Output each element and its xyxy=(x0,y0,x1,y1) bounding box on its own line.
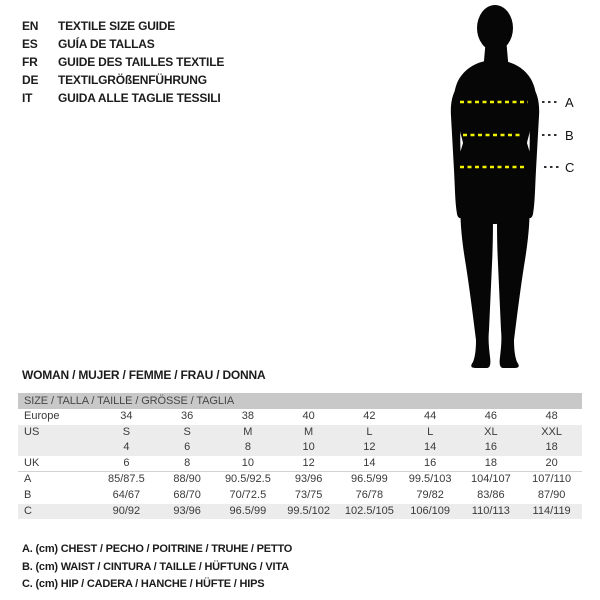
size-cell: 102.5/105 xyxy=(344,504,394,517)
size-cell: 16 xyxy=(424,456,437,469)
language-row xyxy=(22,89,224,107)
size-cell: 14 xyxy=(363,456,376,469)
size-cell: S xyxy=(183,425,191,438)
size-cell: 96.5/99 xyxy=(351,473,388,485)
row-label xyxy=(18,440,96,456)
size-table-header: SIZE / TALLA / TAILLE / GRÖSSE / TAGLIA xyxy=(18,393,582,409)
size-cell: L xyxy=(427,425,434,438)
table-row xyxy=(18,488,582,504)
size-cell: 16 xyxy=(484,441,497,453)
size-cell: 106/109 xyxy=(410,504,450,517)
size-cell: 12 xyxy=(363,441,376,453)
size-cell: 68/70 xyxy=(173,489,201,501)
language-code: ES xyxy=(22,37,38,51)
size-cell: 10 xyxy=(302,441,315,453)
size-cell: 10 xyxy=(241,456,254,469)
table-row xyxy=(18,409,582,425)
section-title-woman: WOMAN / MUJER / FEMME / FRAU / DONNA xyxy=(22,368,266,382)
row-label: UK xyxy=(24,456,40,469)
language-code: IT xyxy=(22,91,33,105)
size-cell: 76/78 xyxy=(355,489,384,501)
language-code: DE xyxy=(22,73,39,87)
size-cell: 110/113 xyxy=(471,504,510,517)
size-cell: 90.5/92.5 xyxy=(224,473,271,485)
language-title: GUIDA ALLE TAGLIE TESSILI xyxy=(58,91,221,105)
size-cell: M xyxy=(243,425,253,438)
row-label: US xyxy=(24,425,40,438)
table-row xyxy=(18,425,582,441)
size-cell: 104/107 xyxy=(470,473,511,485)
row-label: C xyxy=(24,504,32,517)
size-cell: 18 xyxy=(484,456,497,469)
size-cell: 107/110 xyxy=(532,473,572,485)
marker-label-c: C xyxy=(565,160,575,175)
size-cell: 8 xyxy=(244,441,251,453)
size-cell: 88/90 xyxy=(173,473,201,485)
size-cell: 93/96 xyxy=(173,504,201,517)
language-row xyxy=(22,71,224,89)
size-cell: 48 xyxy=(545,410,558,422)
size-cell: 4 xyxy=(123,441,130,453)
measure-legend xyxy=(22,541,292,594)
size-table-body xyxy=(18,409,582,519)
size-cell: 12 xyxy=(302,456,315,469)
size-cell: 40 xyxy=(302,410,315,422)
size-cell: 99.5/102 xyxy=(287,504,331,517)
legend-line: C. (cm) HIP / CADERA / HANCHE / HÜFTE / HIPS xyxy=(22,578,265,590)
size-cell: 99.5/103 xyxy=(408,473,452,485)
row-label: Europe xyxy=(24,410,60,422)
language-row xyxy=(22,35,224,53)
size-cell: 8 xyxy=(184,456,191,469)
size-cell: 44 xyxy=(424,410,437,422)
size-cell: 18 xyxy=(545,441,558,453)
language-row xyxy=(22,17,224,35)
language-title: TEXTILE SIZE GUIDE xyxy=(58,19,176,33)
size-cell: 6 xyxy=(123,456,130,469)
language-title: TEXTILGRÖßENFÜHRUNG xyxy=(58,73,207,87)
size-cell: 85/87.5 xyxy=(108,473,145,485)
legend-line: A. (cm) CHEST / PECHO / POITRINE / TRUHE / PETTO xyxy=(22,543,293,555)
language-code: FR xyxy=(22,55,38,69)
size-cell: 73/75 xyxy=(294,489,323,501)
woman-silhouette xyxy=(415,0,600,380)
size-cell: 20 xyxy=(545,456,558,469)
size-cell: M xyxy=(304,425,314,438)
language-title-block xyxy=(22,17,224,107)
size-cell: 46 xyxy=(484,410,497,422)
size-cell: 64/67 xyxy=(112,489,141,501)
size-table xyxy=(18,393,582,519)
language-code: EN xyxy=(22,19,39,33)
size-cell: 42 xyxy=(363,410,376,422)
size-cell: 70/72.5 xyxy=(229,489,267,501)
size-cell: XXL xyxy=(541,425,563,438)
marker-label-b: B xyxy=(565,128,574,143)
table-row xyxy=(18,471,582,488)
language-title: GUÍA DE TALLAS xyxy=(58,37,155,51)
size-cell: 114/119 xyxy=(532,504,571,517)
language-row xyxy=(22,53,224,71)
size-cell: 87/90 xyxy=(537,489,566,501)
size-cell: 38 xyxy=(241,410,254,422)
row-label: A xyxy=(24,473,32,485)
size-cell: 83/86 xyxy=(477,489,505,501)
size-cell: 36 xyxy=(181,410,194,422)
silhouette-body xyxy=(451,5,539,368)
size-cell: 93/96 xyxy=(294,473,323,485)
row-label: B xyxy=(24,489,32,501)
size-cell: XL xyxy=(484,425,498,438)
language-title: GUIDE DES TAILLES TEXTILE xyxy=(58,55,225,69)
size-cell: 96.5/99 xyxy=(229,504,267,517)
table-row xyxy=(18,456,582,472)
size-cell: 90/92 xyxy=(112,504,141,517)
size-cell: 6 xyxy=(184,441,191,453)
size-cell: 14 xyxy=(424,441,437,453)
table-row xyxy=(18,504,582,520)
size-cell: 34 xyxy=(120,410,133,422)
marker-label-a: A xyxy=(565,95,574,110)
size-cell: 79/82 xyxy=(416,489,444,501)
size-cell: L xyxy=(366,425,373,438)
figure-area xyxy=(415,0,600,380)
table-row xyxy=(18,440,582,456)
legend-line: B. (cm) WAIST / CINTURA / TAILLE / HÜFTUNG / VITA xyxy=(22,560,289,573)
size-cell: S xyxy=(122,425,131,438)
